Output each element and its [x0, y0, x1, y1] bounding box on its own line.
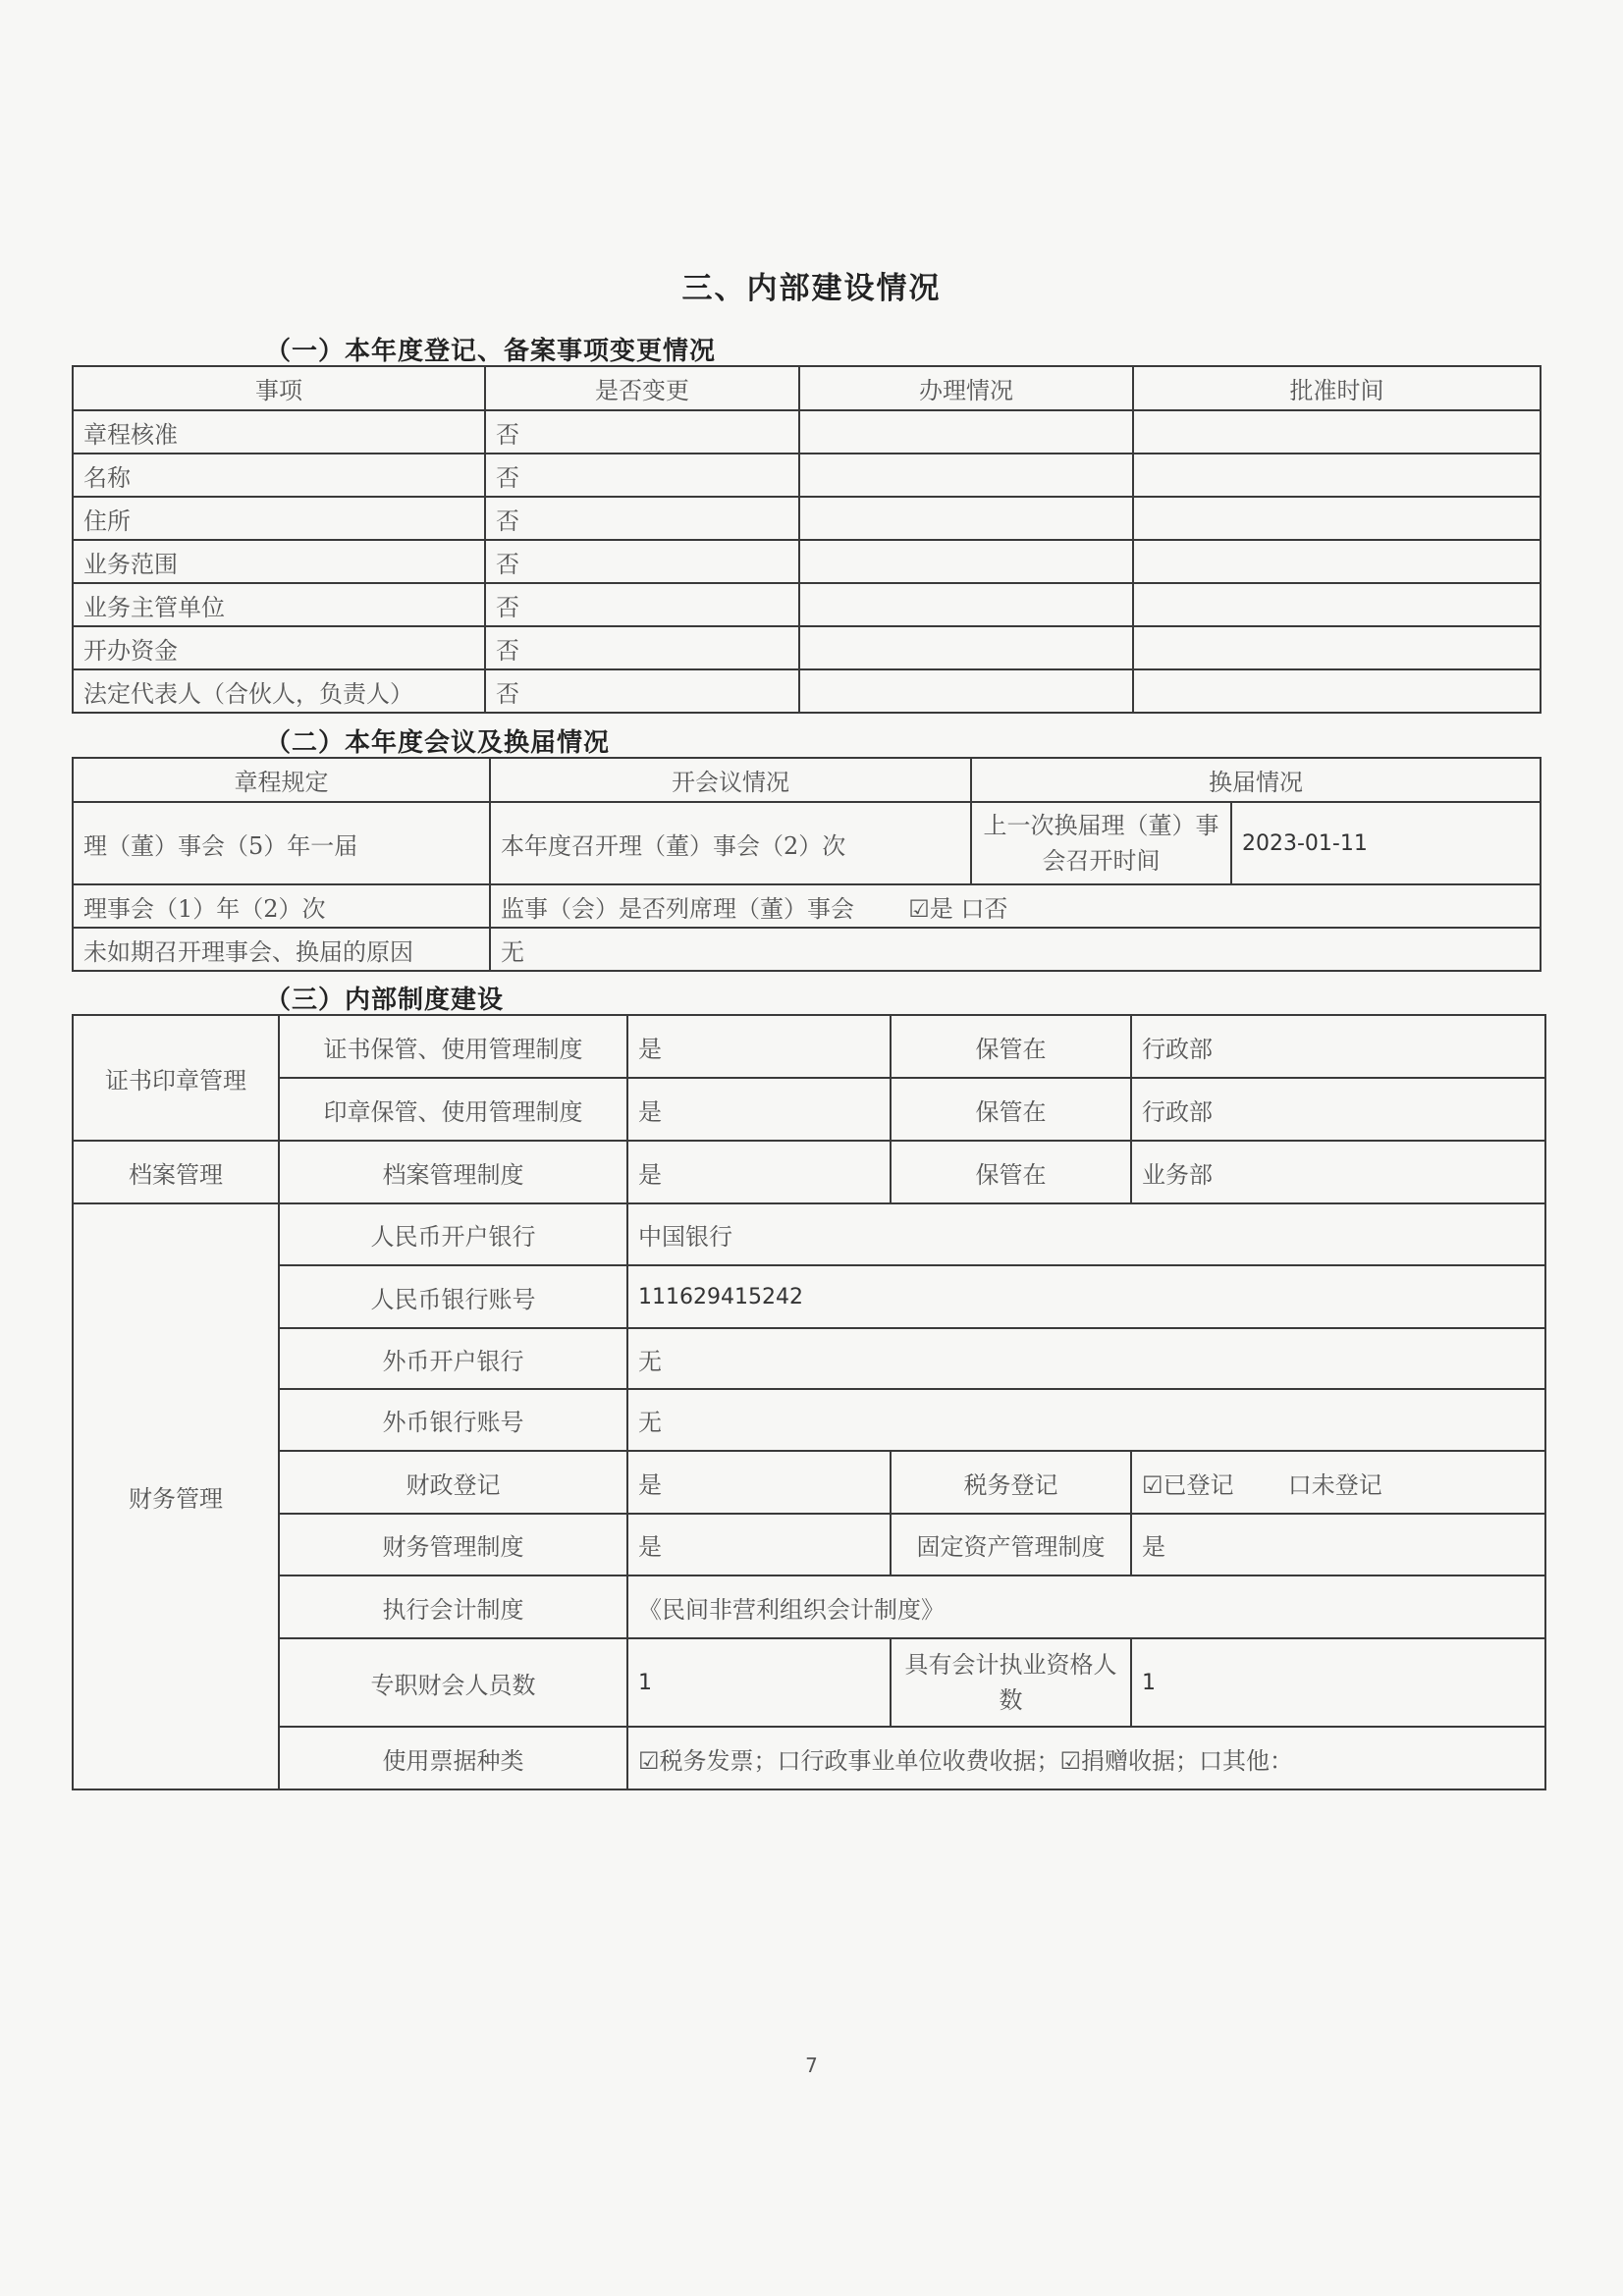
- last-election-date: 2023-01-11: [1231, 802, 1541, 884]
- row-approval: [1133, 497, 1541, 540]
- section1-title: （一）本年度登记、备案事项变更情况: [265, 337, 717, 366]
- row-changed: 否: [485, 583, 799, 626]
- header-handling: 办理情况: [799, 366, 1133, 410]
- table-header-row: [73, 758, 1541, 802]
- finance-policy: 是: [627, 1514, 891, 1575]
- last-election-label: 上一次换届理（董）事会召开时间: [971, 802, 1231, 884]
- overdue-reason-label: 未如期召开理事会、换届的原因: [73, 928, 490, 971]
- row-handling: [799, 540, 1133, 583]
- rmb-bank-label: 人民币开户银行: [279, 1203, 627, 1265]
- row-changed: 否: [485, 410, 799, 454]
- row-approval: [1133, 583, 1541, 626]
- finance-policy-label: 财务管理制度: [279, 1514, 627, 1575]
- table-row: [73, 1727, 1545, 1789]
- table-row: [73, 1203, 1545, 1265]
- header-item: 事项: [73, 366, 485, 410]
- fixed-asset-label: 固定资产管理制度: [891, 1514, 1131, 1575]
- fiscal-reg: 是: [627, 1451, 891, 1514]
- tax-reg: [1131, 1451, 1545, 1514]
- table-row: [73, 1575, 1545, 1638]
- table-row: [73, 1078, 1545, 1141]
- table-row: [73, 669, 1541, 713]
- header-charter-rule: 章程规定: [73, 758, 490, 802]
- archive-policy-value: 是: [627, 1141, 891, 1203]
- staff-count: 1: [627, 1638, 891, 1727]
- staff-label: 专职财会人员数: [279, 1638, 627, 1727]
- table-row: [73, 1141, 1545, 1203]
- row-approval: [1133, 669, 1541, 713]
- seal-policy: 印章保管、使用管理制度: [279, 1078, 627, 1141]
- header-election-status: 换届情况: [971, 758, 1541, 802]
- meeting-frequency: 理事会（1）年（2）次: [73, 884, 490, 928]
- page-title: 三、内部建设情况: [681, 271, 942, 306]
- table-row: [73, 454, 1541, 497]
- table-row: [73, 1514, 1545, 1575]
- seal-keeper: 行政部: [1131, 1078, 1545, 1141]
- rmb-account: 111629415242: [627, 1265, 1545, 1328]
- finance-label: 财务管理: [73, 1203, 279, 1789]
- row-changed: 否: [485, 540, 799, 583]
- seal-policy-value: 是: [627, 1078, 891, 1141]
- tax-registered-checkbox[interactable]: ☑已登记: [1142, 1470, 1234, 1499]
- table-row: [73, 1389, 1545, 1451]
- rmb-bank: 中国银行: [627, 1203, 1545, 1265]
- table-row: [73, 1451, 1545, 1514]
- table-row: [73, 583, 1541, 626]
- table-row: [73, 928, 1541, 971]
- row-changed: 否: [485, 669, 799, 713]
- row-item: 法定代表人（合伙人，负责人）: [73, 669, 485, 713]
- row-handling: [799, 497, 1133, 540]
- fx-account: 无: [627, 1389, 1545, 1451]
- table-row: [73, 1638, 1545, 1727]
- row-item: 住所: [73, 497, 485, 540]
- table-row: [73, 410, 1541, 454]
- header-changed: 是否变更: [485, 366, 799, 410]
- row-approval: [1133, 540, 1541, 583]
- row-approval: [1133, 626, 1541, 669]
- fx-bank-label: 外币开户银行: [279, 1328, 627, 1389]
- row-handling: [799, 626, 1133, 669]
- accounting-label: 执行会计制度: [279, 1575, 627, 1638]
- archive-keeper-label: 保管在: [891, 1141, 1131, 1203]
- board-term: 理（董）事会（5）年一届: [73, 802, 490, 884]
- row-handling: [799, 454, 1133, 497]
- header-meeting-status: 开会议情况: [490, 758, 971, 802]
- archive-label: 档案管理: [73, 1141, 279, 1203]
- table-row: [73, 1015, 1545, 1078]
- accounting-system: 《民间非营利组织会计制度》: [627, 1575, 1545, 1638]
- archive-keeper: 业务部: [1131, 1141, 1545, 1203]
- row-handling: [799, 669, 1133, 713]
- row-approval: [1133, 454, 1541, 497]
- receipt-label: 使用票据种类: [279, 1727, 627, 1789]
- overdue-reason: 无: [490, 928, 1541, 971]
- fx-bank: 无: [627, 1328, 1545, 1389]
- fixed-asset: 是: [1131, 1514, 1545, 1575]
- row-item: 开办资金: [73, 626, 485, 669]
- receipt-types: ☑税务发票；口行政事业单位收费收据；☑捐赠收据；口其他：: [627, 1727, 1545, 1789]
- qualified-count: 1: [1131, 1638, 1545, 1727]
- meetings-table: [72, 757, 1542, 972]
- seal-keeper-label: 保管在: [891, 1078, 1131, 1141]
- table-header-row: [73, 366, 1541, 410]
- header-approval-time: 批准时间: [1133, 366, 1541, 410]
- supervisor-attend-no-checkbox[interactable]: 口否: [960, 894, 1008, 923]
- table-row: [73, 540, 1541, 583]
- row-approval: [1133, 410, 1541, 454]
- section3-title: （三）内部制度建设: [265, 986, 505, 1015]
- tax-unregistered-checkbox[interactable]: 口未登记: [1287, 1470, 1382, 1499]
- row-changed: 否: [485, 626, 799, 669]
- registration-changes-table: [72, 365, 1542, 714]
- table-row: [73, 626, 1541, 669]
- table-row: [73, 1265, 1545, 1328]
- tax-reg-label: 税务登记: [891, 1451, 1131, 1514]
- board-meetings-this-year: 本年度召开理（董）事会（2）次: [490, 802, 971, 884]
- rmb-account-label: 人民币银行账号: [279, 1265, 627, 1328]
- row-item: 业务范围: [73, 540, 485, 583]
- fx-account-label: 外币银行账号: [279, 1389, 627, 1451]
- qualified-label: 具有会计执业资格人数: [891, 1638, 1131, 1727]
- row-item: 业务主管单位: [73, 583, 485, 626]
- row-handling: [799, 410, 1133, 454]
- table-row: [73, 884, 1541, 928]
- fiscal-reg-label: 财政登记: [279, 1451, 627, 1514]
- table-row: [73, 802, 1541, 884]
- supervisor-attend-yes-checkbox[interactable]: ☑是: [908, 894, 953, 923]
- section2-title: （二）本年度会议及换届情况: [265, 728, 611, 758]
- internal-systems-table: [72, 1014, 1546, 1790]
- cert-keeper: 行政部: [1131, 1015, 1545, 1078]
- cert-policy: 证书保管、使用管理制度: [279, 1015, 627, 1078]
- cert-policy-value: 是: [627, 1015, 891, 1078]
- row-changed: 否: [485, 454, 799, 497]
- supervisor-attendance: [490, 884, 1541, 928]
- supervisor-attend-question: 监事（会）是否列席理（董）事会: [501, 894, 854, 923]
- row-item: 名称: [73, 454, 485, 497]
- cert-seal-label: 证书印章管理: [73, 1015, 279, 1141]
- row-handling: [799, 583, 1133, 626]
- row-item: 章程核准: [73, 410, 485, 454]
- page-number: 7: [805, 2054, 818, 2077]
- row-changed: 否: [485, 497, 799, 540]
- table-row: [73, 1328, 1545, 1389]
- cert-keeper-label: 保管在: [891, 1015, 1131, 1078]
- table-row: [73, 497, 1541, 540]
- archive-policy: 档案管理制度: [279, 1141, 627, 1203]
